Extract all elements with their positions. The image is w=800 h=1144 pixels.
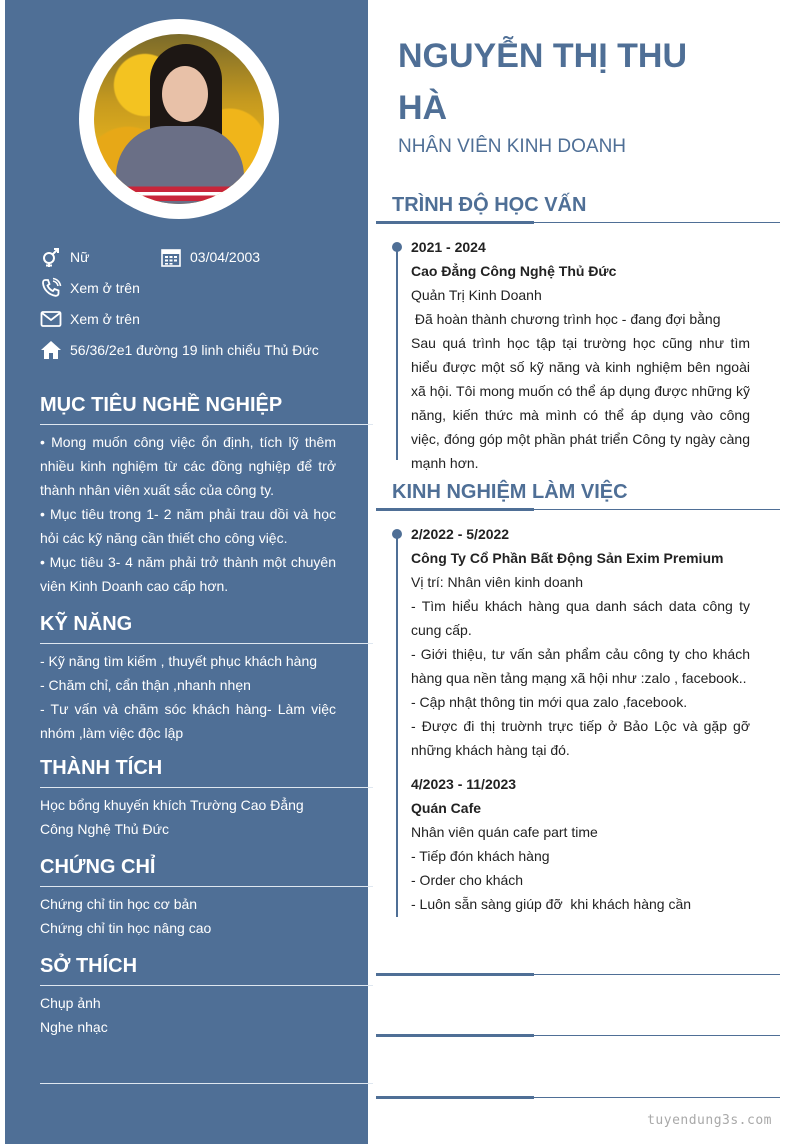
- calendar-icon: [160, 246, 182, 268]
- objective-item: • Mục tiêu trong 1- 2 năm phải trau dồi và học hỏi các kỹ năng cần thiết cho công việc.: [40, 506, 336, 546]
- education-school: Cao Đẳng Công Nghệ Thủ Đức: [411, 263, 617, 279]
- skills-title: KỸ NĂNG: [40, 613, 133, 635]
- skill-item: - Chăm chỉ, cẩn thận ,nhanh nhẹn: [40, 677, 251, 693]
- address-value: 56/36/2e1 đường 19 linh chiểu Thủ Đức: [70, 342, 319, 358]
- experience-entry: [411, 772, 750, 916]
- candidate-name: NGUYỄN THỊ THU HÀ: [398, 37, 687, 127]
- divider: [40, 1083, 373, 1084]
- education-period: 2021 - 2024: [411, 239, 486, 255]
- objective-item: • Mong muốn công việc ổn định, tích lỹ thêm nhiều kinh nghiệm từ các đồng nghiệp để trở thành nhân viên xuất sắc của công ty.: [40, 434, 336, 498]
- job-line: Nhân viên quán cafe part time: [411, 824, 598, 840]
- email-icon: [40, 308, 62, 330]
- job-line: - Luôn sẵn sàng giúp đỡ khi khách hàng cần: [411, 896, 692, 912]
- hobbies-title: SỞ THÍCH: [40, 955, 138, 977]
- job-period: 2/2022 - 5/2022: [411, 526, 510, 542]
- divider: [40, 886, 373, 887]
- phone-row: [40, 277, 140, 299]
- divider-accent: [376, 1034, 534, 1037]
- avatar-frame: [79, 19, 279, 219]
- awards-title: THÀNH TÍCH: [40, 757, 163, 779]
- hobby-item: Chụp ảnh: [40, 995, 101, 1011]
- education-title: TRÌNH ĐỘ HỌC VẤN: [392, 194, 587, 216]
- avatar: [94, 34, 264, 204]
- divider-accent: [376, 508, 534, 511]
- job-line: - Tìm hiểu khách hàng qua danh sách data công ty cung cấp.: [411, 598, 750, 638]
- objective-item: • Mục tiêu 3- 4 năm phải trở thành một chuyên viên Kinh Doanh cao cấp hơn.: [40, 554, 336, 594]
- divider: [40, 643, 373, 644]
- education-entry: [411, 235, 750, 475]
- timeline-line: [396, 246, 398, 460]
- certs-title: CHỨNG CHỈ: [40, 856, 156, 878]
- job-line: - Cập nhật thông tin mới qua zalo ,facebook.: [411, 694, 688, 710]
- watermark: tuyendung3s.com: [647, 1113, 772, 1128]
- email-row: [40, 308, 140, 330]
- email-value: Xem ở trên: [70, 311, 140, 327]
- job-line: Vị trí: Nhân viên kinh doanh: [411, 574, 583, 590]
- timeline-dot: [392, 242, 402, 252]
- education-line: Đã hoàn thành chương trình học - đang đợi bằng: [411, 311, 721, 327]
- job-line: - Order cho khách: [411, 872, 524, 888]
- divider: [40, 424, 373, 425]
- job-line: - Được đi thị truờnh trực tiếp ở Bảo Lộc và gặp gỡ những khách hàng tại đó.: [411, 718, 750, 758]
- birthdate-row: [160, 246, 260, 268]
- home-icon: [40, 339, 62, 361]
- job-line: - Tiếp đón khách hàng: [411, 848, 550, 864]
- education-major: Quản Trị Kinh Doanh: [411, 287, 542, 303]
- skills-list: [40, 649, 336, 745]
- gender-icon: [40, 246, 62, 268]
- address-row: [40, 339, 319, 361]
- phone-value: Xem ở trên: [70, 280, 140, 296]
- education-line: Sau quá trình học tập tại trường học cũng như tìm hiểu được một số kỹ năng và kinh nghiệm bên ngoài xã hội. Tôi mong muốn có thể áp dụng được những kỹ năng, kiến thức mà mình có thể áp dụng vào công việc, đóng góp một phần phát triển Công ty ngày càng mạnh hơn.: [411, 335, 750, 471]
- phone-icon: [40, 277, 62, 299]
- job-company: Công Ty Cổ Phần Bất Động Sản Exim Premium: [411, 550, 724, 566]
- divider-accent: [376, 221, 534, 224]
- award-item: Học bổng khuyến khích Trường Cao Đẳng Công Nghệ Thủ Đức: [40, 797, 304, 837]
- divider-accent: [376, 1096, 534, 1099]
- cert-item: Chứng chỉ tin học cơ bản: [40, 896, 198, 912]
- sidebar: [5, 0, 368, 1144]
- job-company: Quán Cafe: [411, 800, 482, 816]
- experience-entry: [411, 522, 750, 762]
- timeline-dot: [392, 529, 402, 539]
- job-period: 4/2023 - 11/2023: [411, 776, 517, 792]
- gender-row: [40, 246, 89, 268]
- divider: [40, 787, 373, 788]
- birthdate-value: 03/04/2003: [190, 249, 261, 265]
- experience-title: KINH NGHIỆM LÀM VIỆC: [392, 481, 628, 503]
- hobbies-list: [40, 991, 336, 1039]
- certs-list: [40, 892, 336, 940]
- objective-title: MỤC TIÊU NGHỀ NGHIỆP: [40, 394, 283, 416]
- divider-accent: [376, 973, 534, 976]
- skill-item: - Kỹ năng tìm kiếm , thuyết phục khách hàng: [40, 653, 318, 669]
- job-title: NHÂN VIÊN KINH DOANH: [398, 136, 627, 157]
- gender-value: Nữ: [70, 249, 90, 265]
- hobby-item: Nghe nhạc: [40, 1019, 108, 1035]
- awards-list: [40, 793, 340, 841]
- timeline-line: [396, 533, 398, 917]
- objective-list: [40, 430, 336, 598]
- job-line: - Giới thiệu, tư vấn sản phẩm cảu công ty cho khách hàng qua nền tảng mạng xã hội như :zalo , facebook..: [411, 646, 750, 686]
- skill-item: - Tư vấn và chăm sóc khách hàng- Làm việc nhóm ,làm việc độc lập: [40, 701, 336, 741]
- cert-item: Chứng chỉ tin học nâng cao: [40, 920, 212, 936]
- divider: [40, 985, 373, 986]
